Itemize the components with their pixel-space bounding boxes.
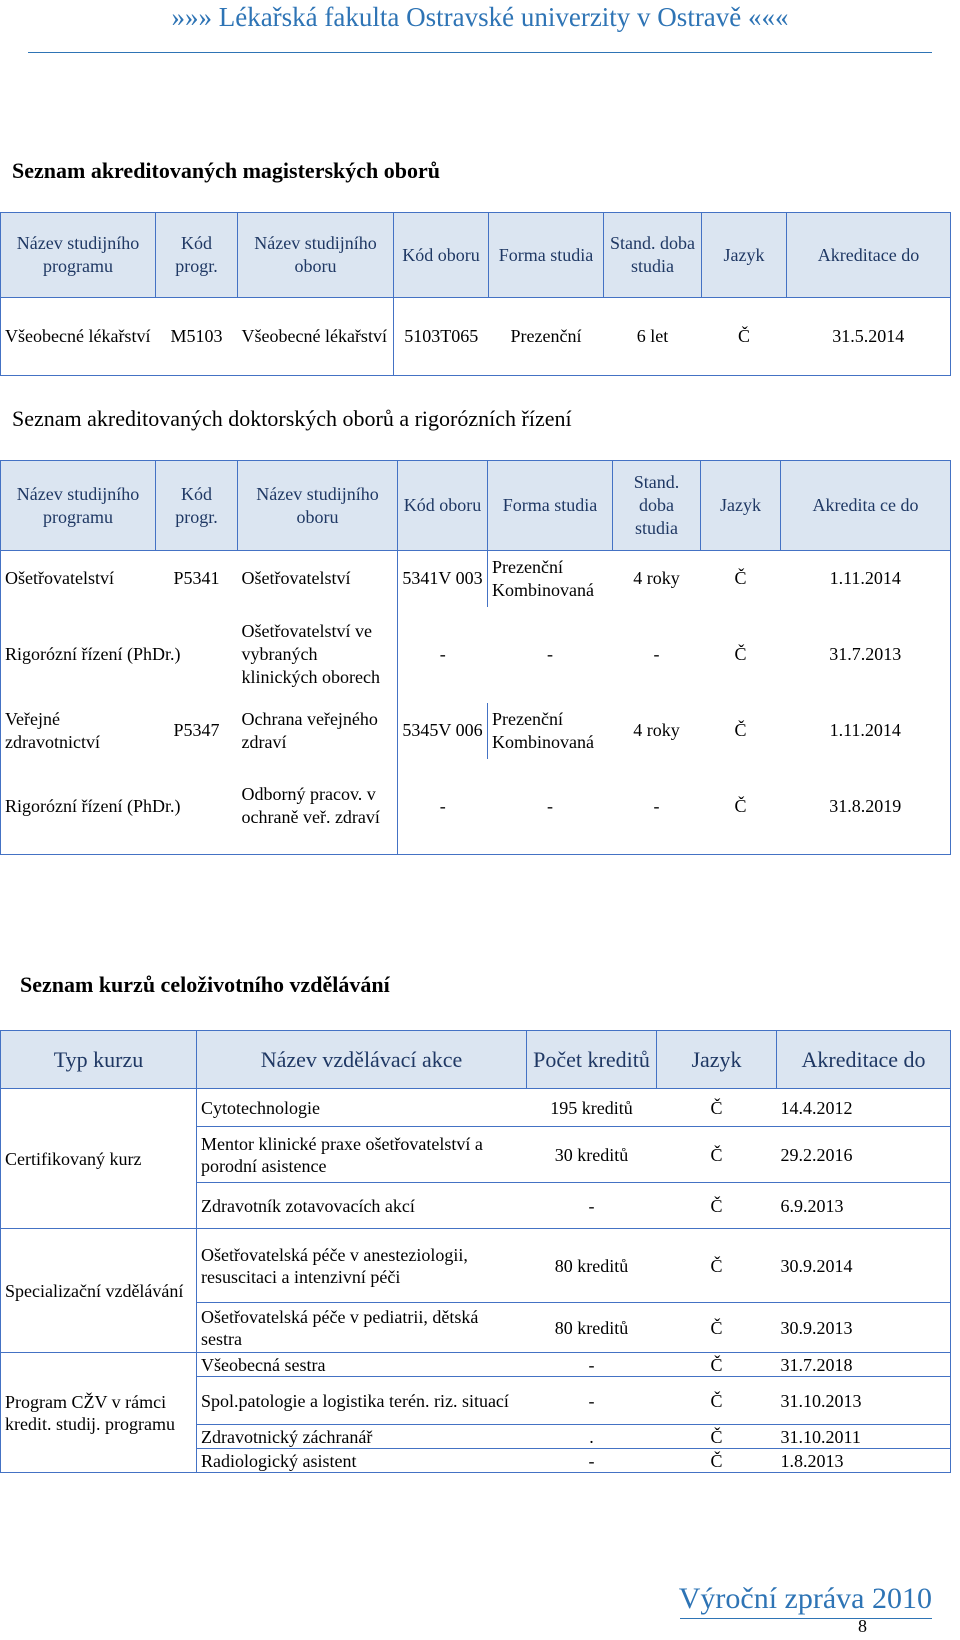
cell-course-name: Radiologický asistent <box>197 1449 527 1473</box>
cell-course-name: Zdravotnický záchranář <box>197 1425 527 1449</box>
cell-language: Č <box>657 1127 777 1183</box>
cell-course-type: Program CŽV v rámci kredit. studij. programu <box>1 1353 197 1473</box>
cell-program-name: Rigorózní řízení (PhDr.) <box>1 759 238 855</box>
header-credits: Počet kreditů <box>527 1031 657 1089</box>
header-program-code: Kód progr. <box>156 213 238 298</box>
header-program-name: Název studijního programu <box>1 461 156 551</box>
header-field-name: Název studijního oboru <box>238 213 394 298</box>
cell-program-name: Veřejné zdravotnictví <box>1 703 156 759</box>
doctoral-header-row <box>1 461 951 551</box>
cell-credits: 80 kreditů <box>527 1229 657 1303</box>
cell-field-name: Ošetřovatelství ve vybraných klinických oborech <box>238 607 398 703</box>
cell-duration: 6 let <box>604 298 702 376</box>
cell-language: Č <box>702 298 787 376</box>
cell-language: Č <box>701 759 781 855</box>
cell-program-code: P5347 <box>173 720 220 740</box>
cell-accreditation: 14.4.2012 <box>777 1089 951 1127</box>
cell-language: Č <box>657 1089 777 1127</box>
cell-accreditation: 31.5.2014 <box>787 298 951 376</box>
cell-study-form: Prezenční Kombinovaná <box>488 703 613 759</box>
cell-field-code: - <box>398 607 488 703</box>
cell-field-code: - <box>398 759 488 855</box>
cell-credits: 30 kreditů <box>527 1127 657 1183</box>
header-program-name: Název studijního programu <box>1 213 156 298</box>
cell-language: Č <box>657 1183 777 1229</box>
header-field-code: Kód oboru <box>398 461 488 551</box>
cell-accreditation: 31.7.2013 <box>781 607 951 703</box>
header-divider <box>28 52 932 53</box>
header-language: Jazyk <box>702 213 787 298</box>
table-row <box>1 703 951 759</box>
table-row <box>1 298 951 376</box>
doctoral-table <box>0 460 951 855</box>
cell-field-name: Odborný pracov. v ochraně veř. zdraví <box>238 759 398 855</box>
cell-accreditation: 6.9.2013 <box>777 1183 951 1229</box>
cell-field-name: Všeobecné lékařství <box>238 298 394 376</box>
cell-study-form: - <box>547 644 553 664</box>
cell-duration: 4 roky <box>613 551 701 607</box>
header-accreditation-until: Akredita ce do <box>781 461 951 551</box>
cell-course-name: Všeobecná sestra <box>197 1353 527 1377</box>
header-language: Jazyk <box>701 461 781 551</box>
table-row <box>1 1089 951 1127</box>
cell-study-form: - <box>488 759 613 855</box>
cell-study-form: Prezenční <box>489 298 604 376</box>
cell-field-code: 5341V 003 <box>398 551 488 607</box>
table-row <box>1 1229 951 1303</box>
cell-study-form: Prezenční Kombinovaná <box>488 551 613 607</box>
cell-program-code: P5341 <box>156 551 238 607</box>
cell-accreditation: 29.2.2016 <box>777 1127 951 1183</box>
cell-accreditation: 30.9.2013 <box>777 1303 951 1353</box>
cell-language: Č <box>657 1377 777 1425</box>
cell-accreditation: 31.10.2011 <box>777 1425 951 1449</box>
cell-language: Č <box>657 1229 777 1303</box>
header-study-form: Forma studia <box>488 461 613 551</box>
header-accreditation-until: Akreditace do <box>777 1031 951 1089</box>
cell-course-type: Certifikovaný kurz <box>1 1089 197 1229</box>
cell-course-name: Spol.patologie a logistika terén. riz. situací <box>197 1377 527 1425</box>
cell-course-name: Ošetřovatelská péče v anesteziologii, resuscitaci a intenzivní péči <box>197 1229 527 1303</box>
header-course-type: Typ kurzu <box>1 1031 197 1089</box>
header-accreditation-until: Akreditace do <box>787 213 951 298</box>
table-row <box>1 1353 951 1377</box>
cell-course-type: Specializační vzdělávání <box>1 1229 197 1353</box>
cell-language: Č <box>657 1353 777 1377</box>
cell-field-name: Ošetřovatelství <box>238 551 398 607</box>
header-field-name: Název studijního oboru <box>238 461 398 551</box>
header-field-code: Kód oboru <box>394 213 489 298</box>
cell-credits: - <box>527 1449 657 1473</box>
cell-duration: 4 roky <box>633 720 680 740</box>
page-number: 8 <box>858 1616 867 1636</box>
cell-language: Č <box>734 720 747 740</box>
cell-language: Č <box>701 551 781 607</box>
cell-course-name: Ošetřovatelská péče v pediatrii, dětská sestra <box>197 1303 527 1353</box>
section-title-doctoral: Seznam akreditovaných doktorských oborů a rigorózních řízení <box>12 406 572 431</box>
cell-course-name: Mentor klinické praxe ošetřovatelství a porodní asistence <box>197 1127 527 1183</box>
cell-duration: - <box>653 644 660 664</box>
masters-table <box>0 212 951 376</box>
cell-language: Č <box>734 644 747 664</box>
header-language: Jazyk <box>657 1031 777 1089</box>
masters-header-row <box>1 213 951 298</box>
cell-program-name: Rigorózní řízení (PhDr.) <box>1 607 238 703</box>
cell-credits: 80 kreditů <box>527 1303 657 1353</box>
header-standard-duration: Stand. doba studia <box>604 213 702 298</box>
cell-program-name: Všeobecné lékařství <box>1 298 156 376</box>
header-standard-duration: Stand. doba studia <box>613 461 701 551</box>
courses-header-row <box>1 1031 951 1089</box>
cell-program-name: Ošetřovatelství <box>1 551 156 607</box>
cell-accreditation: 1.11.2014 <box>781 703 951 759</box>
cell-course-name: Zdravotník zotavovacích akcí <box>197 1183 527 1229</box>
cell-credits: - <box>527 1353 657 1377</box>
footer-divider <box>680 1618 932 1619</box>
cell-accreditation: 1.8.2013 <box>777 1449 951 1473</box>
footer-title: Výroční zpráva 2010 <box>678 1582 932 1615</box>
cell-accreditation: 31.10.2013 <box>777 1377 951 1425</box>
cell-accreditation: 30.9.2014 <box>777 1229 951 1303</box>
cell-field-code: 5345V 006 <box>398 703 488 759</box>
courses-table <box>0 1030 951 1473</box>
header-program-code: Kód progr. <box>156 461 238 551</box>
header-course-name: Název vzdělávací akce <box>197 1031 527 1089</box>
cell-accreditation: 1.11.2014 <box>781 551 951 607</box>
section-title-masters: Seznam akreditovaných magisterských oborů <box>12 158 440 183</box>
cell-credits: 195 kreditů <box>527 1089 657 1127</box>
cell-accreditation: 31.8.2019 <box>781 759 951 855</box>
page-header: »»» Lékařská fakulta Ostravské univerzity v Ostravě ««« <box>171 2 789 32</box>
header-study-form: Forma studia <box>489 213 604 298</box>
cell-field-code: 5103T065 <box>394 298 489 376</box>
cell-credits: - <box>527 1183 657 1229</box>
cell-field-name: Ochrana veřejného zdraví <box>238 703 398 759</box>
table-row <box>1 607 951 703</box>
table-row <box>1 551 951 607</box>
cell-accreditation: 31.7.2018 <box>777 1353 951 1377</box>
cell-language: Č <box>657 1449 777 1473</box>
section-title-courses: Seznam kurzů celoživotního vzdělávání <box>20 972 390 997</box>
cell-language: Č <box>657 1425 777 1449</box>
cell-program-code: M5103 <box>156 298 238 376</box>
cell-language: Č <box>657 1303 777 1353</box>
cell-credits: - <box>527 1377 657 1425</box>
cell-course-name: Cytotechnologie <box>197 1089 527 1127</box>
table-row <box>1 759 951 855</box>
cell-credits: . <box>527 1425 657 1449</box>
cell-duration: - <box>613 759 701 855</box>
